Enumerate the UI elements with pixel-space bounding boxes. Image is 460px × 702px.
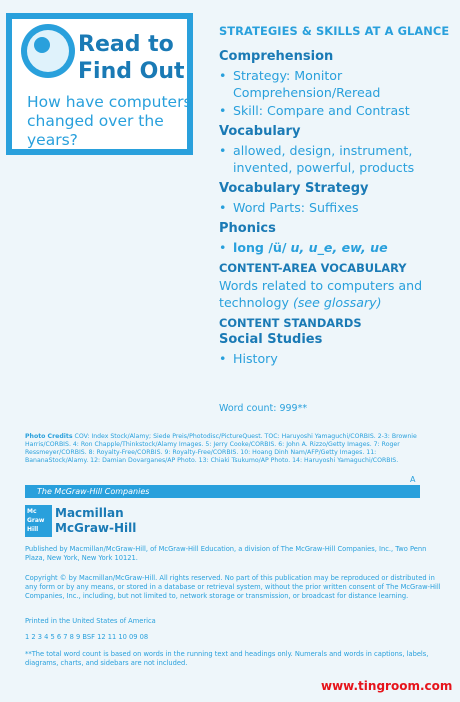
- box-question: How have computers changed over the years?: [27, 93, 192, 149]
- published-by: Published by Macmillan/McGraw-Hill, of McGraw-Hill Education, a division of The McGraw-Hill Companies, Inc., Two Penn Plaza, New York, New York 10121.: [25, 545, 427, 562]
- comprehension-section: [219, 49, 455, 119]
- owl-reader-icon: [21, 24, 75, 78]
- publisher-name-line: McGraw-Hill: [55, 521, 137, 535]
- read-to-find-out-box: [6, 13, 193, 155]
- glossary-note: (see glossary): [292, 295, 382, 310]
- vocab-strategy-heading: Vocabulary Strategy: [219, 181, 369, 196]
- watermark: www.tingroom.com: [321, 679, 453, 693]
- vocabulary-item: • allowed, design, instrument, invented, powerful, products: [219, 142, 455, 176]
- printed-in: Printed in the United States of America: [25, 617, 156, 625]
- content-standards-section: [219, 316, 455, 367]
- phonics-spellings: u, u_e, ew, ue: [290, 240, 388, 255]
- photo-credits: [25, 433, 425, 465]
- level-letter: A: [410, 475, 416, 484]
- photo-credits-label: Photo Credits: [25, 433, 73, 440]
- content-standards-item: • History: [219, 350, 455, 367]
- vocabulary-heading: Vocabulary: [219, 124, 301, 139]
- phonics-sound: long /ü/: [233, 240, 287, 255]
- glance-heading: STRATEGIES & SKILLS AT A GLANCE: [219, 24, 450, 38]
- publisher-name-line: Macmillan: [55, 506, 124, 520]
- copyright: Copyright © by Macmillan/McGraw-Hill. All rights reserved. No part of this publication may be reproduced or distributed in any form or by any means, or stored in a database or retrieval system, without the prior written consent of The McGraw-Hill Companies, Inc., including, but not limited to, network storage or transmission, or broadcast for distance learning.: [25, 574, 441, 600]
- comprehension-item: • Strategy: Monitor Comprehension/Reread: [219, 67, 455, 101]
- word-count-footnote: **The total word count is based on words in the running text and headings only. Numerals and words in captions, labels, diagrams, charts, and sidebars are not included.: [25, 650, 429, 667]
- phonics-section: [219, 221, 455, 256]
- vocabulary-section: [219, 124, 455, 176]
- content-area-heading: CONTENT-AREA VOCABULARY: [219, 261, 407, 275]
- content-standards-heading: CONTENT STANDARDS: [219, 316, 362, 330]
- vocab-strategy-section: [219, 181, 455, 216]
- comprehension-item: • Skill: Compare and Contrast: [219, 102, 455, 119]
- mcgraw-hill-bar: [25, 485, 420, 498]
- mcgraw-hill-logo-icon: Mc Graw Hill: [25, 505, 52, 537]
- photo-credits-text: COV: Index Stock/Alamy; Siede Preis/Photodisc/PictureQuest. TOC: Haruyoshi Yamaguchi/CORBIS. 2-3: Brownie Harris/CORBIS. 4: Ron Chapple/Thinkstock/Alamy Images. 5: Jerry Cooke/CORBIS. 6: John A. Rizzo/Getty Images. 7: Roger Ressmeyer/CORBIS. 8: Royalty-Free/CORBIS. 9: Royalty-Free/CORBIS. 10: Hoang Dinh Nam/AFP/Getty Images. 11: BananaStock/Alamy. 12: Damian Dovarganes/AP Photo. 13: Chiaki Tsukumo/AP Photo. 14: Haruyoshi Yamaguchi/CORBIS.: [25, 433, 417, 464]
- content-area-section: [219, 261, 455, 311]
- phonics-heading: Phonics: [219, 221, 276, 236]
- content-area-words: Words related to computers and technology: [219, 278, 423, 310]
- mcgraw-hill-bar-text: The McGraw-Hill Companies: [37, 487, 150, 496]
- word-count: Word count: 999**: [219, 403, 308, 414]
- vocab-strategy-item: • Word Parts: Suffixes: [219, 199, 455, 216]
- content-area-text: [219, 277, 455, 311]
- phonics-item: [219, 239, 455, 256]
- box-title: Read to Find Out: [78, 32, 185, 84]
- comprehension-heading: Comprehension: [219, 49, 334, 64]
- print-line: 1 2 3 4 5 6 7 8 9 BSF 12 11 10 09 08: [25, 633, 149, 641]
- content-standards-subheading: Social Studies: [219, 332, 323, 347]
- publisher-name: [55, 506, 136, 536]
- skills-panel: [219, 24, 455, 372]
